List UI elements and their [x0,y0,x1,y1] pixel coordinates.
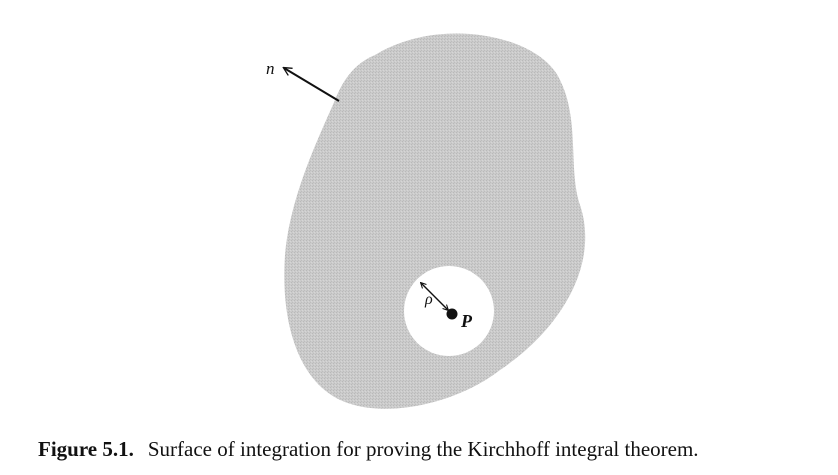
normal-label: n [266,59,275,78]
figure-caption [38,437,828,462]
point-p-dot [447,309,458,320]
caption-label: Figure 5.1. [38,437,134,461]
radius-label: ρ [425,291,433,308]
caption-text: Surface of integration for proving the Kirchhoff integral theorem. [147,437,699,461]
point-p-label: P [461,311,472,331]
normal-arrow [284,68,339,101]
